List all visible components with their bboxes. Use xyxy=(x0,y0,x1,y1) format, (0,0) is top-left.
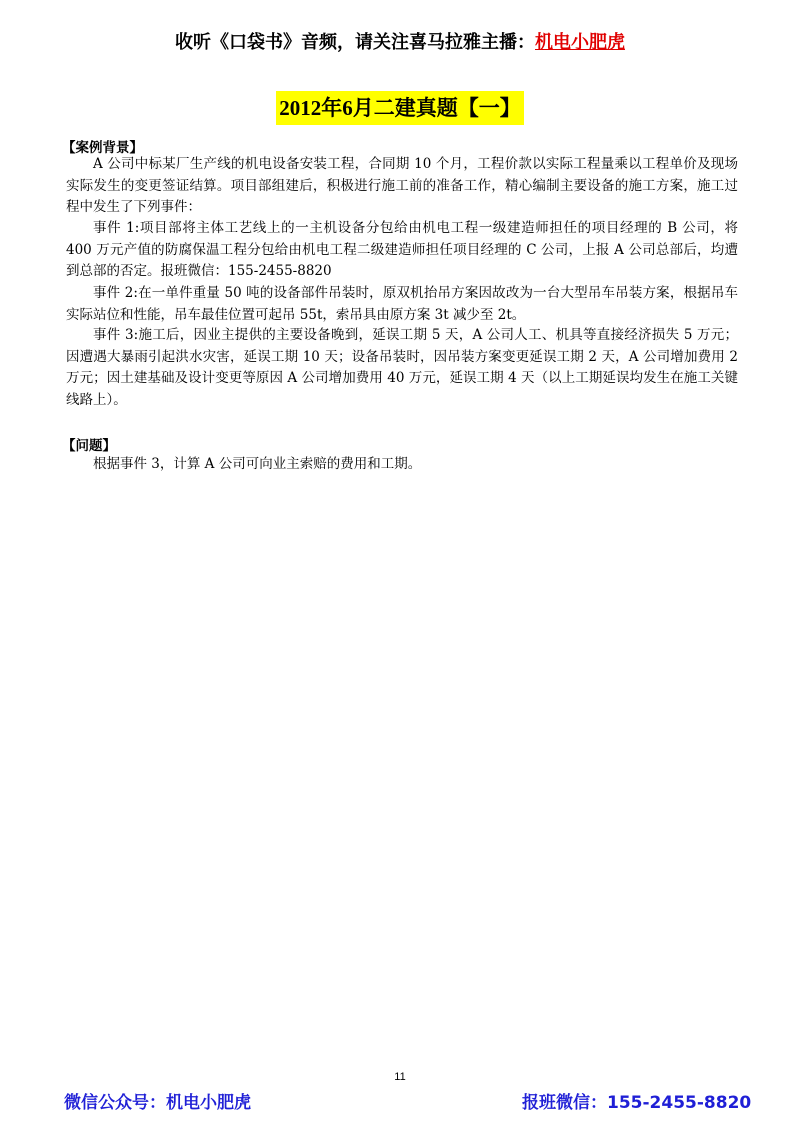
page-number: 11 xyxy=(394,1071,406,1083)
anchor-name: 机电小肥虎 xyxy=(535,32,625,53)
header-prefix: 收听《口袋书》音频，请关注喜马拉雅主播： xyxy=(175,32,535,53)
event-2-paragraph: 事件 2:在一单件重量 50 吨的设备部件吊装时，原双机抬吊方案因故改为一台大型吊车吊装方案，根据吊车实际站位和性能，吊车最佳位置可起吊 55t，索吊具由原方案 3t 减少至 2t。 xyxy=(66,285,738,323)
page-title: 2012年6月二建真题【一】 xyxy=(276,91,524,125)
header-banner xyxy=(0,28,800,54)
event-3-paragraph: 事件 3:施工后，因业主提供的主要设备晚到，延误工期 5 天，A 公司人工、机具等直接经济损失 5 万元；因遭遇大暴雨引起洪水灾害，延误工期 10 天；设备吊装时，因吊装方案变更延误工期 2 天，A 公司增加费用 2 万元；因土建基础及设计变更等原因 A 公司增加费用 40 万元，延误工期 4 天（以上工期延误均发生在施工关键线路上）。 xyxy=(66,327,738,408)
case-background-heading: 【案例背景】 xyxy=(62,140,143,156)
question-paragraph: 根据事件 3，计算 A 公司可向业主索赔的费用和工期。 xyxy=(93,456,422,472)
event-1-paragraph: 事件 1:项目部将主体工艺线上的一主机设备分包给由机电工程一级建造师担任的项目经理的 B 公司，将 400 万元产值的防腐保温工程分包给由机电工程二级建造师担任项目经理的 C 公司，上报 A 公司总部后，均遭到总部的否定。报班微信：155-2455-8820 xyxy=(66,220,738,279)
question-heading: 【问题】 xyxy=(62,438,116,454)
footer-contact-wechat: 报班微信：155-2455-8820 xyxy=(522,1093,752,1113)
footer-wechat-account: 微信公众号：机电小肥虎 xyxy=(64,1093,251,1113)
case-intro-paragraph: A 公司中标某厂生产线的机电设备安装工程，合同期 10 个月，工程价款以实际工程量乘以工程单价及现场实际发生的变更签证结算。项目部组建后，积极进行施工前的准备工作，精心编制主要设备的施工方案，施工过程中发生了下列事件： xyxy=(66,156,738,215)
